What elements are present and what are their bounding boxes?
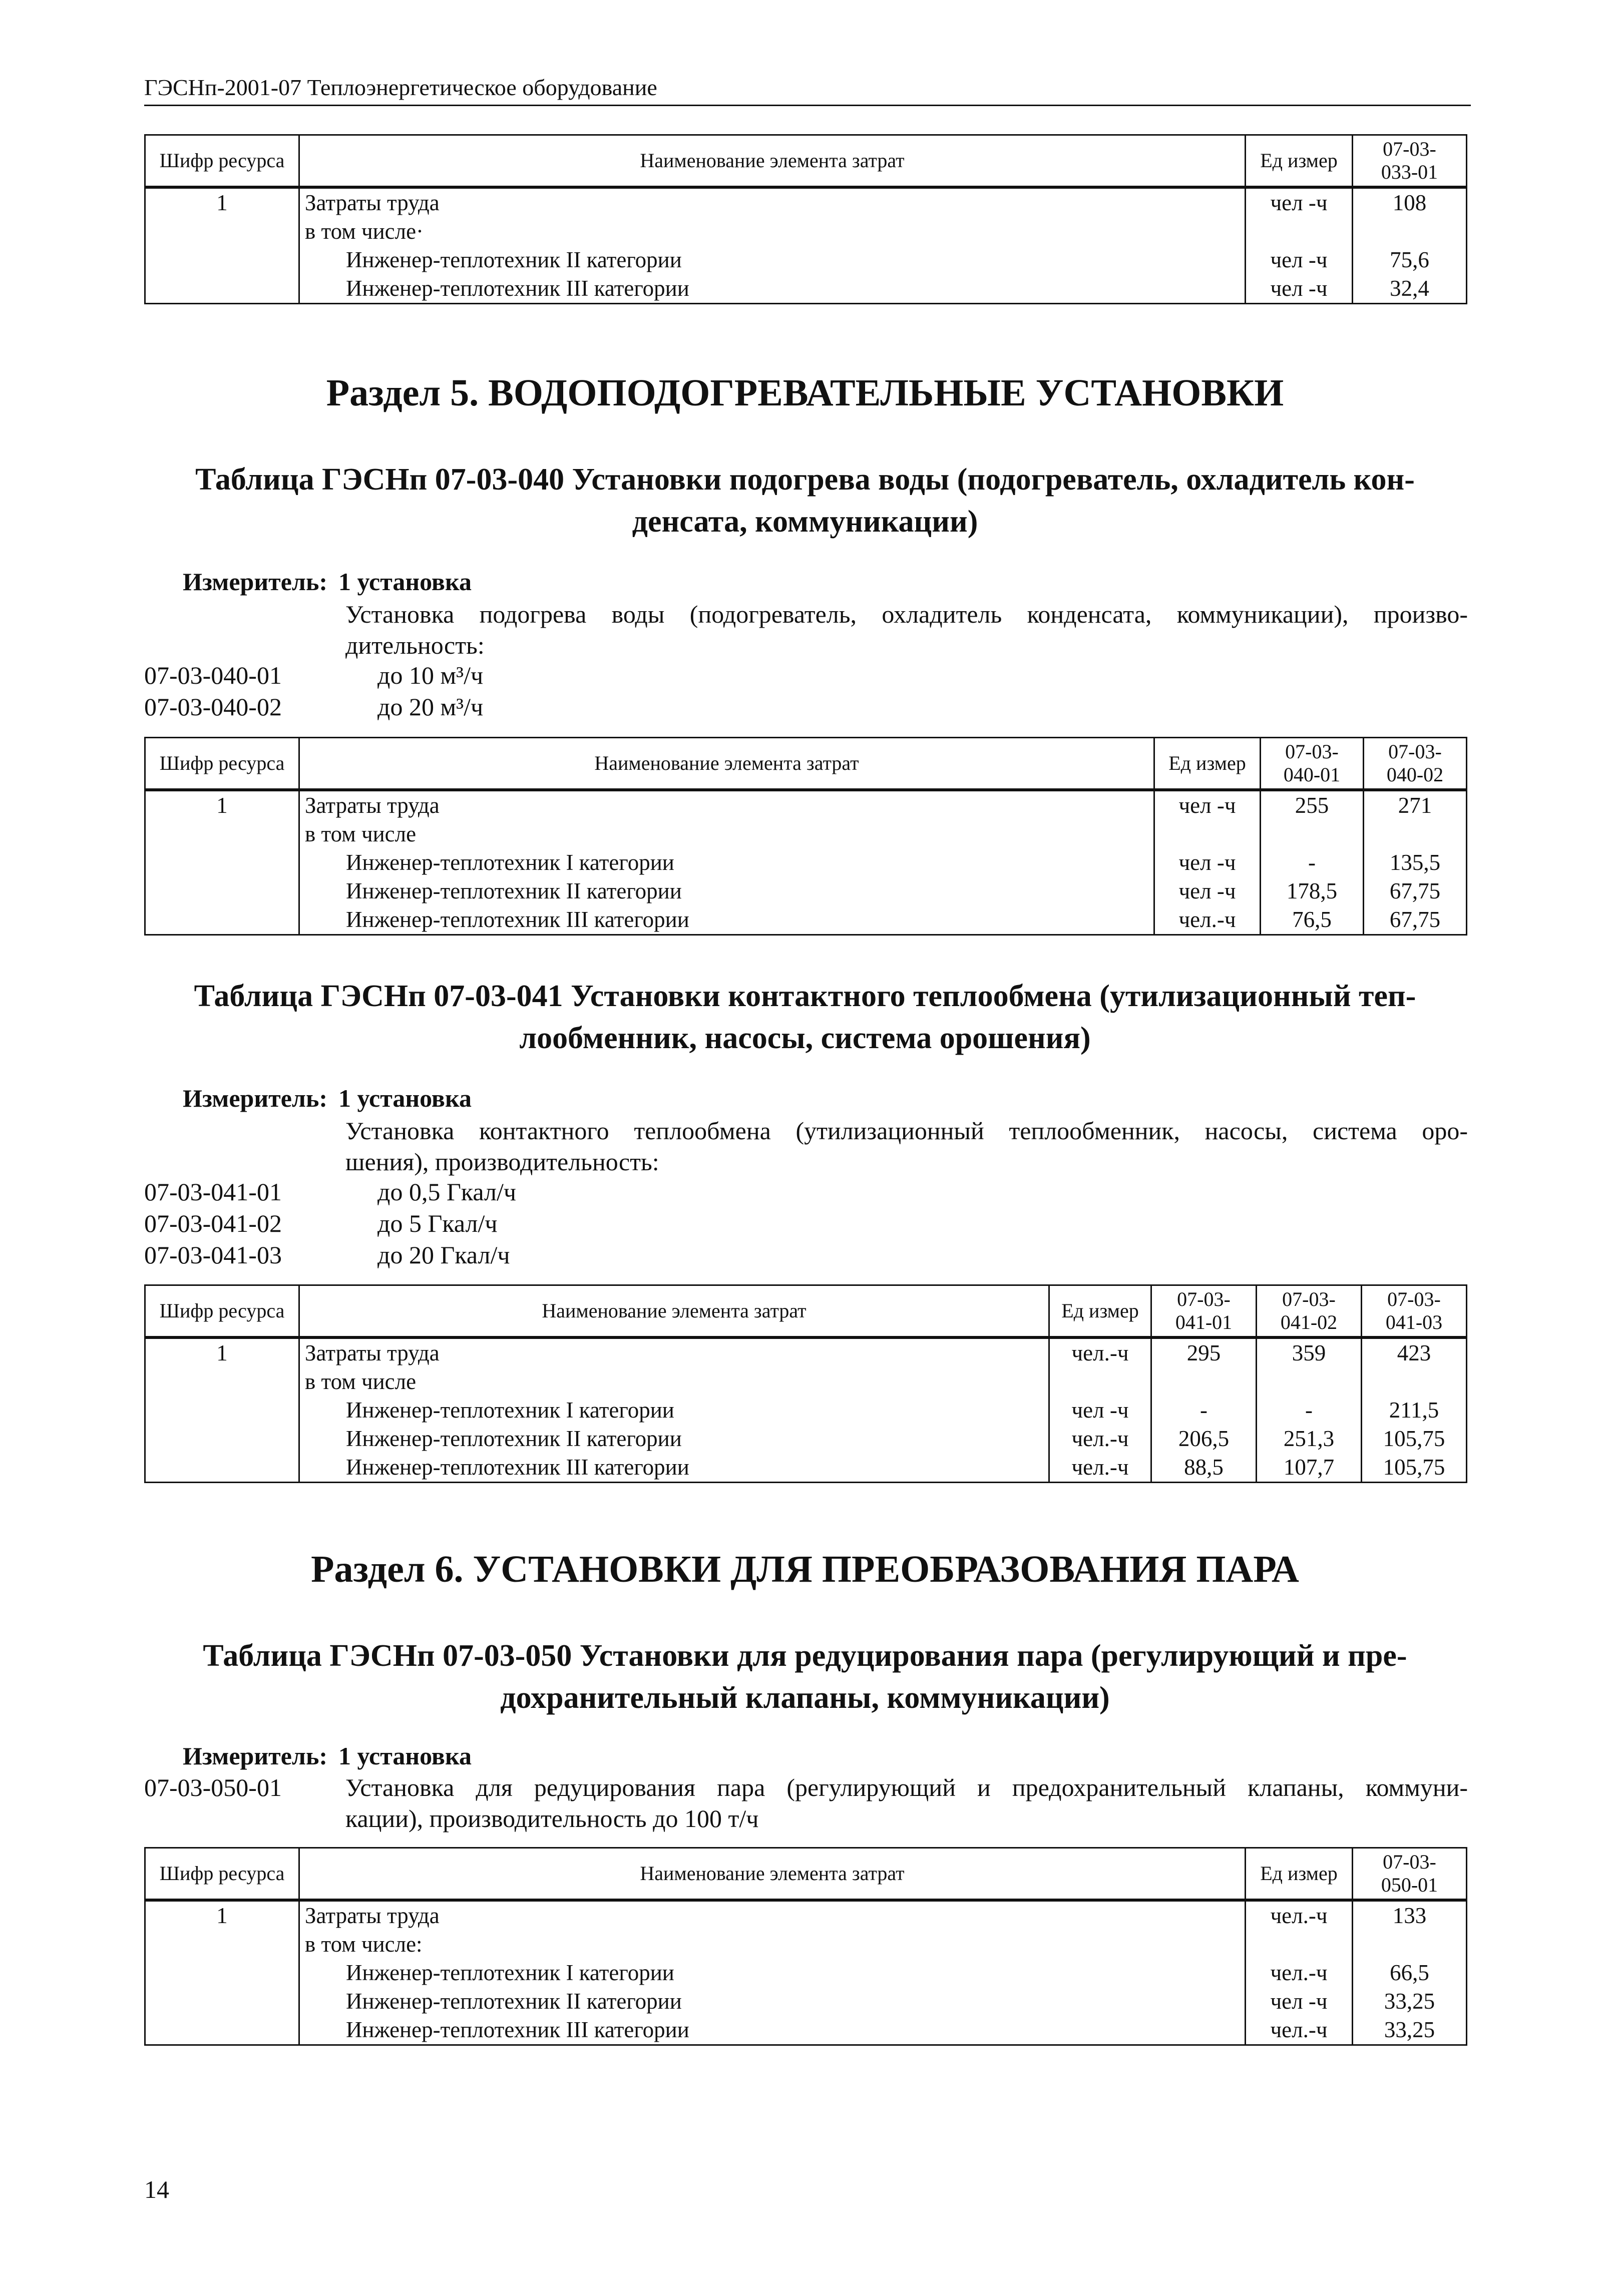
table-header-row <box>145 738 1467 790</box>
header-resource-code: Шифр ресурса <box>145 135 299 188</box>
header-norm-code <box>1353 135 1467 188</box>
norm-value: 178,5 <box>1286 878 1338 903</box>
header-norm-code-line: 07-03- <box>1383 1851 1436 1873</box>
norm-value: 66,5 <box>1390 1960 1429 1985</box>
section-5-title: Раздел 5. ВОДОПОДОГРЕВАТЕЛЬНЫЕ УСТАНОВКИ <box>326 372 1284 414</box>
description-line1: Установка подогрева воды (подогреватель, охладитель конденсата, коммуникации), произво- <box>345 600 1468 628</box>
meter-label: Измеритель: <box>183 568 328 596</box>
table-row <box>145 1337 1467 1483</box>
table-title-040 <box>144 458 1466 543</box>
norm-capacity: до 20 м³/ч <box>377 693 484 721</box>
cost-name-line: Инженер-теплотехник II категории <box>346 247 682 272</box>
table-title-050 <box>144 1635 1466 1719</box>
unit-line: чел -ч <box>1270 276 1328 301</box>
meter-050 <box>183 1741 472 1771</box>
header-norm-code-line: 041-03 <box>1385 1311 1443 1333</box>
unit-line: чел.-ч <box>1270 1960 1328 1985</box>
header-resource-code: Шифр ресурса <box>145 1848 299 1901</box>
cost-name-cell <box>299 1900 1246 2045</box>
cost-name-line: Инженер-теплотехник II категории <box>346 878 682 903</box>
norm-capacity: до 0,5 Гкал/ч <box>377 1178 517 1206</box>
norm-value-cell <box>1353 1900 1467 2045</box>
norm-value: 107,7 <box>1283 1455 1335 1480</box>
header-cost-name: Наименование элемента затрат <box>299 135 1246 188</box>
section-6-title: Раздел 6. УСТАНОВКИ ДЛЯ ПРЕОБРАЗОВАНИЯ ПАРА <box>311 1548 1299 1590</box>
norm-value <box>1358 1930 1461 1959</box>
header-resource-code: Шифр ресурса <box>145 738 299 790</box>
norm-value: 33,25 <box>1384 1989 1435 2014</box>
page-number: 14 <box>144 2175 169 2203</box>
header-norm-code-line: 040-01 <box>1283 763 1341 786</box>
meter-value: 1 установка <box>338 1742 472 1770</box>
norm-value: 255 <box>1295 793 1329 818</box>
unit-line: чел.-ч <box>1071 1455 1129 1480</box>
norm-table-040 <box>144 737 1467 936</box>
header-cost-name: Наименование элемента затрат <box>299 1285 1049 1338</box>
header-norm-code-line: 07-03- <box>1285 740 1339 763</box>
meter-value: 1 установка <box>338 1084 472 1112</box>
header-norm-code <box>1151 1285 1257 1338</box>
header-norm-code-line: 07-03- <box>1387 1288 1441 1310</box>
unit-line: чел -ч <box>1270 1989 1328 2014</box>
header-norm-code-line: 041-01 <box>1175 1311 1233 1333</box>
unit-cell <box>1049 1337 1151 1483</box>
meter-041 <box>183 1083 472 1113</box>
norm-value-cell <box>1151 1337 1257 1483</box>
cost-name-line: в том числе: <box>305 1932 423 1957</box>
norm-value: 251,3 <box>1283 1426 1335 1451</box>
description-040 <box>345 599 1468 661</box>
norm-code-row <box>144 1208 516 1239</box>
table-title-040-line2: денсата, коммуникации) <box>632 505 978 539</box>
unit-line: чел.-ч <box>1270 2017 1328 2042</box>
norm-value <box>1369 820 1461 848</box>
description-041 <box>345 1115 1468 1177</box>
norm-value <box>1358 217 1461 246</box>
cost-name-line: Инженер-теплотехник III категории <box>346 907 689 932</box>
header-norm-code <box>1261 738 1364 790</box>
resource-code-cell: 1 <box>145 187 299 304</box>
table-row <box>145 187 1467 304</box>
norm-code: 07-03-050-01 <box>144 1773 282 1801</box>
header-norm-code-line: 040-02 <box>1386 763 1444 786</box>
table-header-row <box>145 135 1467 188</box>
cost-name-line: Инженер-теплотехник III категории <box>346 276 689 301</box>
table-title-050-line1: Таблица ГЭСНп 07-03-050 Установки для редуцирования пара (регулирующий и пре- <box>203 1639 1407 1673</box>
norm-code-row <box>144 1176 516 1208</box>
cost-name-cell <box>299 1337 1049 1483</box>
table-title-041 <box>144 975 1466 1059</box>
norm-table-041 <box>144 1284 1467 1483</box>
norm-value-cell <box>1362 1337 1467 1483</box>
cost-name-line: Инженер-теплотехник I категории <box>346 1398 674 1423</box>
norm-code: 07-03-040-01 <box>144 661 282 689</box>
table-row <box>145 1900 1467 2045</box>
description-050 <box>345 1772 1468 1834</box>
header-unit: Ед измер <box>1049 1285 1151 1338</box>
norm-value: 359 <box>1292 1340 1326 1365</box>
norm-table-033 <box>144 134 1467 304</box>
norm-code: 07-03-040-02 <box>144 693 282 721</box>
unit-line <box>1251 1930 1347 1959</box>
header-norm-code-line: 050-01 <box>1381 1874 1438 1896</box>
norm-value-cell <box>1261 790 1364 935</box>
norm-code-row <box>144 1239 516 1271</box>
unit-line: чел -ч <box>1178 850 1236 875</box>
norm-value: 105,75 <box>1383 1455 1445 1480</box>
norm-value: 67,75 <box>1389 878 1441 903</box>
description-line1: Установка для редуцирования пара (регулирующий и предохранительный клапаны, коммуни- <box>345 1773 1468 1801</box>
table-title-050-line2: дохранительный клапаны, коммуникации) <box>500 1681 1110 1715</box>
header-unit: Ед измер <box>1154 738 1261 790</box>
header-cost-name: Наименование элемента затрат <box>299 1848 1246 1901</box>
norm-value: 76,5 <box>1292 907 1332 932</box>
norm-codes-041 <box>144 1176 516 1271</box>
meter-040 <box>183 567 472 597</box>
norm-value: 423 <box>1397 1340 1431 1365</box>
norm-value-cell <box>1364 790 1467 935</box>
norm-value: 206,5 <box>1178 1426 1230 1451</box>
unit-line: чел -ч <box>1071 1398 1129 1423</box>
header-unit: Ед измер <box>1246 135 1353 188</box>
header-norm-code-line: 041-02 <box>1280 1311 1338 1333</box>
unit-line: чел -ч <box>1270 247 1328 272</box>
description-line1: Установка контактного теплообмена (утилизационный теплообменник, насосы, система оро- <box>345 1117 1468 1145</box>
norm-code-050 <box>144 1772 282 1803</box>
table-header-row <box>145 1848 1467 1901</box>
unit-line: чел.-ч <box>1071 1340 1129 1365</box>
cost-name-line: Затраты труда <box>305 190 440 215</box>
norm-value <box>1262 1367 1356 1396</box>
resource-code-cell: 1 <box>145 1900 299 2045</box>
norm-value: 105,75 <box>1383 1426 1445 1451</box>
unit-line: чел -ч <box>1270 190 1328 215</box>
header-norm-code <box>1362 1285 1467 1338</box>
header-norm-code <box>1364 738 1467 790</box>
norm-value: 295 <box>1186 1340 1221 1365</box>
norm-codes-040 <box>144 660 483 723</box>
table-title-040-line1: Таблица ГЭСНп 07-03-040 Установки подогрева воды (подогреватель, охладитель кон- <box>195 463 1415 497</box>
norm-value: 108 <box>1392 190 1427 215</box>
norm-value: 32,4 <box>1390 276 1429 301</box>
cost-name-line: Инженер-теплотехник III категории <box>346 2017 689 2042</box>
norm-value: 271 <box>1398 793 1432 818</box>
norm-value: 67,75 <box>1389 907 1441 932</box>
norm-value: - <box>1305 1398 1313 1423</box>
cost-name-cell <box>299 187 1246 304</box>
norm-value: 33,25 <box>1384 2017 1435 2042</box>
cost-name-line: Затраты труда <box>305 793 440 818</box>
norm-value: 133 <box>1392 1903 1427 1928</box>
description-line2: кации), производительность до 100 т/ч <box>345 1804 759 1832</box>
norm-code: 07-03-041-02 <box>144 1209 282 1237</box>
running-header: ГЭСНп-2001-07 Теплоэнергетическое оборудование <box>144 73 1471 106</box>
meter-label: Измеритель: <box>183 1742 328 1770</box>
unit-line: чел.-ч <box>1270 1903 1328 1928</box>
norm-value <box>1157 1367 1251 1396</box>
cost-name-line: Инженер-теплотехник I категории <box>346 850 674 875</box>
cost-name-line: в том числе· <box>305 219 424 244</box>
resource-code-cell: 1 <box>145 790 299 935</box>
table-title-041-line2: лообменник, насосы, система орошения) <box>519 1021 1091 1055</box>
unit-line: чел.-ч <box>1178 907 1236 932</box>
cost-name-cell <box>299 790 1154 935</box>
table-title-041-line1: Таблица ГЭСНп 07-03-041 Установки контактного теплообмена (утилизационный теп- <box>194 979 1416 1013</box>
norm-table-050 <box>144 1847 1467 2046</box>
header-unit: Ед измер <box>1246 1848 1353 1901</box>
header-norm-code-line: 07-03- <box>1177 1288 1231 1310</box>
table-row <box>145 790 1467 935</box>
header-norm-code-line: 07-03- <box>1383 138 1436 160</box>
cost-name-line: Инженер-теплотехник I категории <box>346 1960 674 1985</box>
norm-value <box>1266 820 1358 848</box>
norm-value: - <box>1308 850 1316 875</box>
norm-capacity: до 10 м³/ч <box>377 661 484 689</box>
header-norm-code-line: 033-01 <box>1381 161 1438 183</box>
cost-name-line: Затраты труда <box>305 1340 440 1365</box>
norm-value-cell <box>1353 187 1467 304</box>
unit-line <box>1251 217 1347 246</box>
unit-line: чел.-ч <box>1071 1426 1129 1451</box>
unit-line: чел -ч <box>1178 793 1236 818</box>
resource-code-cell: 1 <box>145 1337 299 1483</box>
norm-code: 07-03-041-01 <box>144 1178 282 1206</box>
cost-name-line: Инженер-теплотехник III категории <box>346 1455 689 1480</box>
unit-cell <box>1246 1900 1353 2045</box>
cost-name-line: Инженер-теплотехник II категории <box>346 1989 682 2014</box>
unit-line <box>1160 820 1255 848</box>
description-line2: шения), производительность: <box>345 1148 659 1176</box>
cost-name-line: Инженер-теплотехник II категории <box>346 1426 682 1451</box>
header-norm-code-line: 07-03- <box>1282 1288 1336 1310</box>
norm-value-cell <box>1257 1337 1362 1483</box>
norm-capacity: до 5 Гкал/ч <box>377 1209 498 1237</box>
cost-name-line: Затраты труда <box>305 1903 440 1928</box>
meter-label: Измеритель: <box>183 1084 328 1112</box>
norm-value: - <box>1200 1398 1208 1423</box>
unit-line <box>1055 1367 1145 1396</box>
header-cost-name: Наименование элемента затрат <box>299 738 1154 790</box>
header-resource-code: Шифр ресурса <box>145 1285 299 1338</box>
meter-value: 1 установка <box>338 568 472 596</box>
cost-name-line: в том числе <box>305 821 417 846</box>
header-norm-code <box>1257 1285 1362 1338</box>
norm-code: 07-03-041-03 <box>144 1241 282 1269</box>
header-norm-code-line: 07-03- <box>1388 740 1442 763</box>
norm-value: 88,5 <box>1184 1455 1224 1480</box>
cost-name-line: в том числе <box>305 1369 417 1394</box>
unit-line: чел -ч <box>1178 878 1236 903</box>
unit-cell <box>1154 790 1261 935</box>
header-norm-code <box>1353 1848 1467 1901</box>
table-header-row <box>145 1285 1467 1338</box>
norm-code-row <box>144 660 483 691</box>
norm-value: 135,5 <box>1389 850 1441 875</box>
unit-cell <box>1246 187 1353 304</box>
description-line2: дительность: <box>345 631 485 659</box>
norm-capacity: до 20 Гкал/ч <box>377 1241 510 1269</box>
norm-value <box>1367 1367 1461 1396</box>
norm-value: 75,6 <box>1390 247 1429 272</box>
norm-code-row <box>144 691 483 723</box>
norm-value: 211,5 <box>1389 1398 1439 1423</box>
